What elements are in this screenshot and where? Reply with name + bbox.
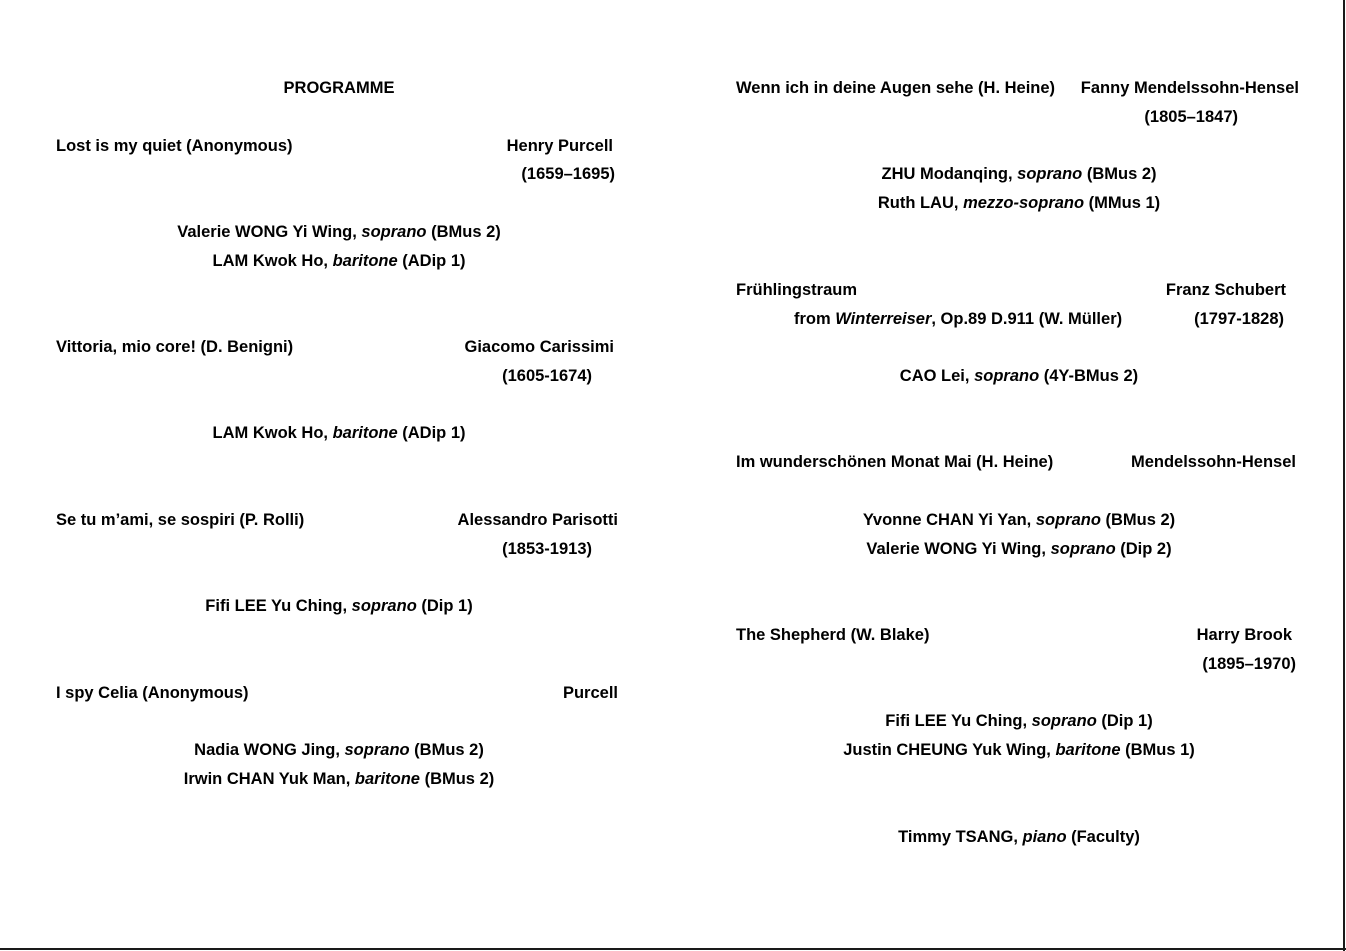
page-border-bottom — [0, 948, 1346, 950]
piece-title: Im wunderschönen Monat Mai (H. Heine) — [736, 453, 1054, 471]
piece-composer: Giacomo Carissimi — [464, 338, 614, 356]
piece-title: Lost is my quiet (Anonymous) — [56, 137, 293, 155]
performer-line: Valerie WONG Yi Wing, soprano (Dip 2) — [866, 540, 1172, 558]
performer-line: ZHU Modanqing, soprano (BMus 2) — [881, 165, 1157, 183]
performer-line: Fifi LEE Yu Ching, soprano (Dip 1) — [205, 597, 473, 615]
piece-title: Vittoria, mio core! (D. Benigni) — [56, 338, 294, 356]
performer-line: Irwin CHAN Yuk Man, baritone (BMus 2) — [183, 770, 495, 788]
piece-composer: Harry Brook — [1196, 626, 1292, 644]
piece-composer: Henry Purcell — [506, 137, 613, 155]
piece-title: The Shepherd (W. Blake) — [736, 626, 930, 644]
composer-dates: (1853-1913) — [502, 540, 592, 558]
piece-title: I spy Celia (Anonymous) — [56, 684, 249, 702]
piece-composer: Mendelssohn-Hensel — [1130, 453, 1296, 471]
piece-composer: Fanny Mendelssohn-Hensel — [1080, 79, 1299, 97]
composer-dates: (1797-1828) — [1194, 310, 1284, 328]
programme-heading: PROGRAMME — [283, 79, 395, 97]
performer-line: Fifi LEE Yu Ching, soprano (Dip 1) — [885, 712, 1153, 730]
performer-line: Ruth LAU, mezzo-soprano (MMus 1) — [877, 194, 1161, 212]
composer-dates: (1895–1970) — [1202, 655, 1296, 673]
performer-line: Yvonne CHAN Yi Yan, soprano (BMus 2) — [862, 511, 1176, 529]
piece-source-work: from Winterreiser, Op.89 D.911 (W. Müller) — [794, 310, 1123, 328]
piece-composer: Franz Schubert — [1165, 281, 1286, 299]
performer-line: Justin CHEUNG Yuk Wing, baritone (BMus 1) — [843, 741, 1195, 759]
performer-line: Valerie WONG Yi Wing, soprano (BMus 2) — [177, 223, 501, 241]
performer-line: Nadia WONG Jing, soprano (BMus 2) — [194, 741, 484, 759]
piece-title: Wenn ich in deine Augen sehe (H. Heine) — [736, 79, 1056, 97]
composer-dates: (1805–1847) — [1144, 108, 1238, 126]
composer-dates: (1605-1674) — [502, 367, 592, 385]
page-border-right — [1343, 0, 1345, 951]
performer-line: CAO Lei, soprano (4Y-BMus 2) — [899, 367, 1139, 385]
piece-title: Frühlingstraum — [736, 281, 858, 299]
performer-line: LAM Kwok Ho, baritone (ADip 1) — [212, 424, 466, 442]
piece-composer: Alessandro Parisotti — [457, 511, 618, 529]
performer-line: LAM Kwok Ho, baritone (ADip 1) — [212, 252, 466, 270]
piece-composer: Purcell — [562, 684, 618, 702]
piece-title: Se tu m’ami, se sospiri (P. Rolli) — [56, 511, 305, 529]
accompanist-line: Timmy TSANG, piano (Faculty) — [898, 828, 1140, 846]
composer-dates: (1659–1695) — [521, 165, 615, 183]
